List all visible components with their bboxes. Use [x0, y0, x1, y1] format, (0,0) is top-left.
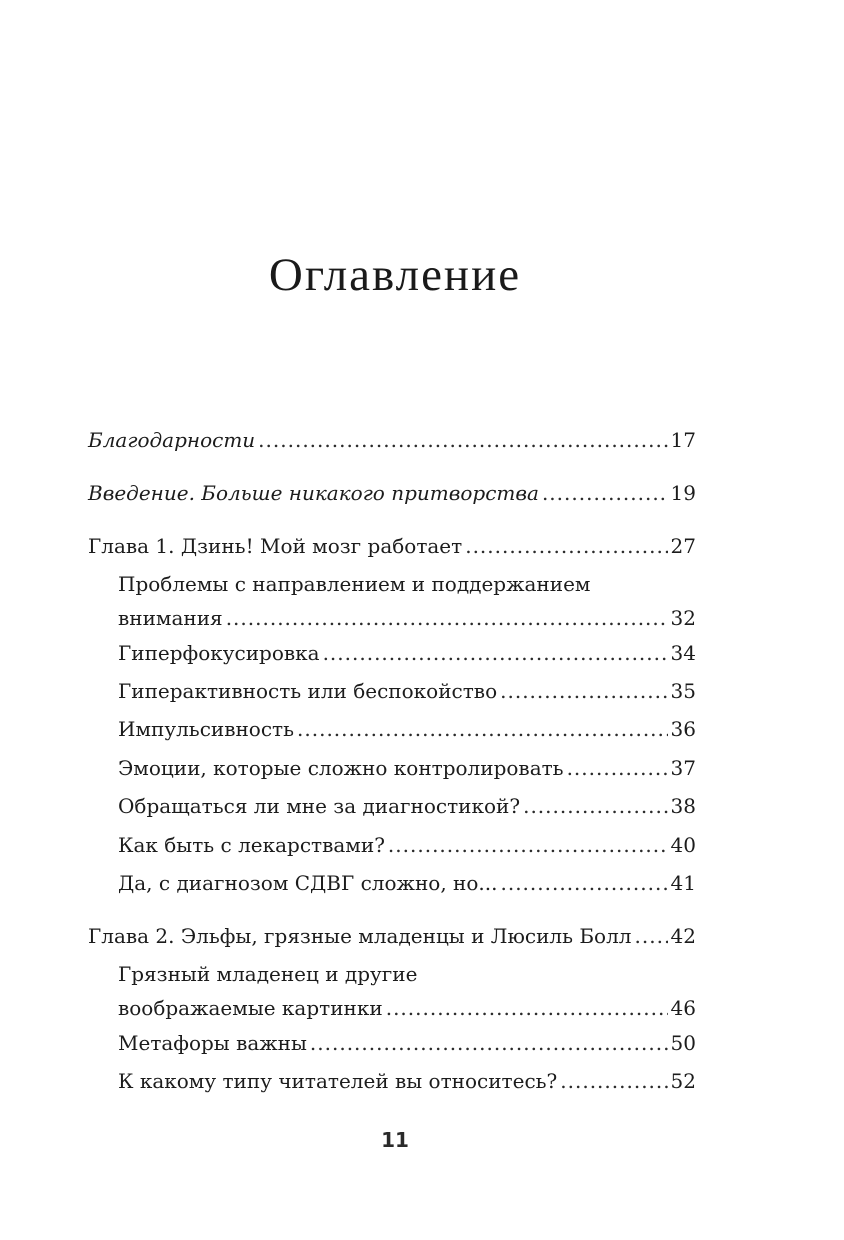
toc-entry-page: 52 [670, 1069, 696, 1093]
toc-entry-line2 [118, 991, 696, 1025]
toc-entry-hyperactivity[interactable] [88, 674, 696, 708]
toc-entry-label: внимания [118, 606, 223, 630]
dot-leader [388, 828, 668, 862]
dot-leader [297, 712, 668, 746]
toc-entry-diagnostics[interactable] [88, 789, 696, 823]
toc-entry-attention-problems[interactable] [88, 567, 696, 635]
toc-entry-reader-type[interactable] [88, 1064, 696, 1098]
toc-entry-medication[interactable] [88, 828, 696, 862]
dot-leader [226, 601, 668, 635]
toc-entry-page: 40 [670, 833, 696, 857]
dot-leader [523, 789, 667, 823]
dot-leader [258, 423, 667, 457]
dot-leader [386, 991, 668, 1025]
toc-entry-label: Импульсивность [118, 717, 295, 741]
toc-entry-acknowledgements[interactable] [88, 423, 696, 457]
toc-entry-impulsivity[interactable] [88, 712, 696, 746]
toc-entry-label: Эмоции, которые сложно контролировать [118, 756, 564, 780]
page-title: Оглавление [268, 249, 522, 301]
toc-entry-line2 [118, 601, 696, 635]
toc-entry-label: Обращаться ли мне за диагностикой? [118, 794, 521, 818]
toc-entry-hyperfocus[interactable] [88, 636, 696, 670]
toc-entry-chapter-2[interactable] [88, 919, 696, 953]
toc-entry-label: Глава 2. Эльфы, грязные младенцы и Люсиль Болл [88, 924, 632, 948]
toc-entry-page: 34 [670, 641, 696, 665]
dot-leader [465, 529, 667, 563]
toc-entry-label: Гиперфокусировка [118, 641, 320, 665]
toc-entry-metaphors[interactable] [88, 1026, 696, 1060]
toc-entry-page: 35 [670, 679, 696, 703]
toc-entry-page: 46 [670, 996, 696, 1020]
toc-entry-page: 41 [670, 871, 696, 895]
dot-leader [500, 866, 667, 900]
dot-leader [567, 751, 668, 785]
toc-entry-page: 17 [670, 428, 696, 452]
dot-leader [635, 919, 668, 953]
toc-entry-page: 36 [670, 717, 696, 741]
dot-leader [323, 636, 668, 670]
toc-entry-page: 32 [670, 606, 696, 630]
toc-entry-label: Благодарности [88, 428, 256, 452]
toc-entry-label-line1: Грязный младенец и другие [118, 962, 418, 986]
toc-entry-introduction[interactable] [88, 476, 696, 510]
toc-entry-label-line1: Проблемы с направлением и поддержанием [118, 572, 591, 596]
toc-entry-page: 42 [670, 924, 696, 948]
toc-entry-label: Гиперактивность или беспокойство [118, 679, 498, 703]
toc-entry-label: Глава 1. Дзинь! Мой мозг работает [88, 534, 463, 558]
toc-entry-label: Как быть с лекарствами? [118, 833, 385, 857]
toc-entry-page: 38 [670, 794, 696, 818]
page-number: 11 [381, 1128, 409, 1152]
toc-entry-label: Да, с диагнозом СДВГ сложно, но... [118, 871, 498, 895]
toc-entry-dirty-baby[interactable] [88, 957, 696, 1025]
toc-entry-page: 27 [670, 534, 696, 558]
dot-leader [310, 1026, 668, 1060]
dot-leader [500, 674, 667, 708]
toc-entry-emotions[interactable] [88, 751, 696, 785]
toc-entry-label: К какому типу читателей вы относитесь? [118, 1069, 558, 1093]
toc-entry-label: воображаемые картинки [118, 996, 383, 1020]
toc-entry-adhd-diagnosis[interactable] [88, 866, 696, 900]
toc-entry-page: 19 [670, 481, 696, 505]
toc-entry-page: 37 [670, 756, 696, 780]
dot-leader [560, 1064, 667, 1098]
toc-entry-label: Введение. Больше никакого притворства [88, 481, 539, 505]
toc-entry-label: Метафоры важны [118, 1031, 307, 1055]
dot-leader [542, 476, 668, 510]
toc-entry-page: 50 [670, 1031, 696, 1055]
toc-entry-chapter-1[interactable] [88, 529, 696, 563]
